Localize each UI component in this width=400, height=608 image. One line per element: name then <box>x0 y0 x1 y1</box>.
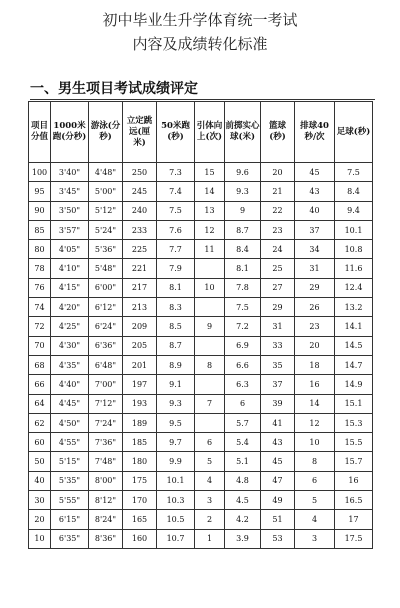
cell-basketball: 51 <box>261 510 295 529</box>
cell-pull-up: 3 <box>195 491 225 510</box>
cell-long-jump: 245 <box>123 182 157 201</box>
table-row <box>29 163 373 182</box>
cell-50m: 8.7 <box>157 336 195 355</box>
cell-football: 16.5 <box>335 491 373 510</box>
cell-50m: 7.4 <box>157 182 195 201</box>
cell-long-jump: 175 <box>123 471 157 490</box>
cell-pull-up: 4 <box>195 471 225 490</box>
cell-long-jump: 240 <box>123 201 157 220</box>
cell-1000m: 4'55" <box>51 433 89 452</box>
header-pull-up: 引体向上(次) <box>195 102 225 163</box>
cell-medicine-ball: 5.1 <box>225 452 261 471</box>
cell-football: 14.9 <box>335 375 373 394</box>
cell-basketball: 39 <box>261 394 295 413</box>
cell-1000m: 4'40" <box>51 375 89 394</box>
cell-50m: 10.7 <box>157 529 195 548</box>
cell-football: 15.3 <box>335 413 373 432</box>
cell-swim: 6'12" <box>89 298 123 317</box>
cell-football: 14.5 <box>335 336 373 355</box>
cell-long-jump: 221 <box>123 259 157 278</box>
cell-50m: 9.3 <box>157 394 195 413</box>
cell-volleyball: 29 <box>295 278 335 297</box>
score-table <box>28 101 373 549</box>
cell-volleyball: 31 <box>295 259 335 278</box>
cell-long-jump: 205 <box>123 336 157 355</box>
cell-1000m: 4'25" <box>51 317 89 336</box>
cell-swim: 6'24" <box>89 317 123 336</box>
cell-basketball: 43 <box>261 433 295 452</box>
cell-volleyball: 20 <box>295 336 335 355</box>
table-row <box>29 317 373 336</box>
cell-50m: 8.9 <box>157 355 195 374</box>
cell-swim: 5'24" <box>89 220 123 239</box>
cell-swim: 6'00" <box>89 278 123 297</box>
table-row <box>29 240 373 259</box>
cell-50m: 10.3 <box>157 491 195 510</box>
cell-pull-up: 5 <box>195 452 225 471</box>
cell-volleyball: 10 <box>295 433 335 452</box>
header-50m: 50米跑(秒) <box>157 102 195 163</box>
cell-medicine-ball: 5.7 <box>225 413 261 432</box>
table-row <box>29 375 373 394</box>
cell-medicine-ball: 9.3 <box>225 182 261 201</box>
cell-football: 14.7 <box>335 355 373 374</box>
cell-1000m: 4'35" <box>51 355 89 374</box>
cell-long-jump: 160 <box>123 529 157 548</box>
cell-1000m: 3'57" <box>51 220 89 239</box>
header-item-score: 项目分值 <box>29 102 51 163</box>
cell-long-jump: 189 <box>123 413 157 432</box>
table-row <box>29 413 373 432</box>
header-basketball: 篮球(秒) <box>261 102 295 163</box>
cell-swim: 8'24" <box>89 510 123 529</box>
cell-volleyball: 23 <box>295 317 335 336</box>
cell-score: 64 <box>29 394 51 413</box>
cell-basketball: 21 <box>261 182 295 201</box>
cell-basketball: 37 <box>261 375 295 394</box>
cell-50m: 10.5 <box>157 510 195 529</box>
cell-medicine-ball: 7.2 <box>225 317 261 336</box>
cell-medicine-ball: 7.5 <box>225 298 261 317</box>
cell-basketball: 25 <box>261 259 295 278</box>
cell-football: 16 <box>335 471 373 490</box>
cell-basketball: 24 <box>261 240 295 259</box>
cell-medicine-ball: 6.3 <box>225 375 261 394</box>
table-row <box>29 355 373 374</box>
cell-pull-up: 12 <box>195 220 225 239</box>
header-medicine-ball: 前掷实心球(米) <box>225 102 261 163</box>
cell-pull-up: 10 <box>195 278 225 297</box>
cell-volleyball: 5 <box>295 491 335 510</box>
cell-50m: 7.5 <box>157 201 195 220</box>
cell-basketball: 27 <box>261 278 295 297</box>
cell-swim: 5'36" <box>89 240 123 259</box>
cell-pull-up: 6 <box>195 433 225 452</box>
cell-pull-up <box>195 298 225 317</box>
cell-50m: 7.9 <box>157 259 195 278</box>
cell-1000m: 4'10" <box>51 259 89 278</box>
cell-medicine-ball: 4.2 <box>225 510 261 529</box>
cell-volleyball: 40 <box>295 201 335 220</box>
cell-long-jump: 197 <box>123 375 157 394</box>
cell-basketball: 49 <box>261 491 295 510</box>
cell-basketball: 53 <box>261 529 295 548</box>
cell-1000m: 6'15" <box>51 510 89 529</box>
cell-score: 20 <box>29 510 51 529</box>
cell-score: 66 <box>29 375 51 394</box>
cell-volleyball: 16 <box>295 375 335 394</box>
cell-long-jump: 170 <box>123 491 157 510</box>
cell-score: 70 <box>29 336 51 355</box>
cell-basketball: 29 <box>261 298 295 317</box>
cell-pull-up: 15 <box>195 163 225 182</box>
cell-football: 7.5 <box>335 163 373 182</box>
cell-medicine-ball: 6 <box>225 394 261 413</box>
cell-long-jump: 209 <box>123 317 157 336</box>
cell-50m: 8.3 <box>157 298 195 317</box>
cell-swim: 7'48" <box>89 452 123 471</box>
cell-football: 15.5 <box>335 433 373 452</box>
table-row <box>29 278 373 297</box>
table-row <box>29 259 373 278</box>
cell-medicine-ball: 8.4 <box>225 240 261 259</box>
cell-pull-up: 9 <box>195 317 225 336</box>
table-row <box>29 433 373 452</box>
cell-score: 68 <box>29 355 51 374</box>
cell-pull-up <box>195 336 225 355</box>
cell-swim: 7'00" <box>89 375 123 394</box>
cell-1000m: 6'35" <box>51 529 89 548</box>
document-subtitle: 内容及成绩转化标准 <box>132 35 268 53</box>
cell-swim: 5'00" <box>89 182 123 201</box>
cell-volleyball: 12 <box>295 413 335 432</box>
table-row <box>29 471 373 490</box>
cell-50m: 7.3 <box>157 163 195 182</box>
cell-1000m: 5'15" <box>51 452 89 471</box>
header-1000m: 1000米跑(分秒) <box>51 102 89 163</box>
cell-football: 15.1 <box>335 394 373 413</box>
cell-medicine-ball: 8.1 <box>225 259 261 278</box>
table-row <box>29 298 373 317</box>
cell-volleyball: 43 <box>295 182 335 201</box>
table-row <box>29 510 373 529</box>
cell-football: 13.2 <box>335 298 373 317</box>
cell-score: 85 <box>29 220 51 239</box>
cell-50m: 9.5 <box>157 413 195 432</box>
table-row <box>29 336 373 355</box>
cell-swim: 7'12" <box>89 394 123 413</box>
cell-score: 76 <box>29 278 51 297</box>
cell-medicine-ball: 5.4 <box>225 433 261 452</box>
cell-medicine-ball: 4.5 <box>225 491 261 510</box>
cell-50m: 9.9 <box>157 452 195 471</box>
cell-basketball: 23 <box>261 220 295 239</box>
cell-pull-up <box>195 413 225 432</box>
table-row <box>29 529 373 548</box>
cell-volleyball: 3 <box>295 529 335 548</box>
cell-medicine-ball: 4.8 <box>225 471 261 490</box>
cell-score: 74 <box>29 298 51 317</box>
table-row <box>29 452 373 471</box>
cell-medicine-ball: 7.8 <box>225 278 261 297</box>
cell-long-jump: 233 <box>123 220 157 239</box>
cell-1000m: 4'15" <box>51 278 89 297</box>
cell-50m: 8.5 <box>157 317 195 336</box>
cell-1000m: 4'30" <box>51 336 89 355</box>
cell-volleyball: 45 <box>295 163 335 182</box>
cell-football: 10.1 <box>335 220 373 239</box>
cell-basketball: 45 <box>261 452 295 471</box>
cell-1000m: 5'55" <box>51 491 89 510</box>
cell-score: 30 <box>29 491 51 510</box>
cell-long-jump: 193 <box>123 394 157 413</box>
cell-long-jump: 250 <box>123 163 157 182</box>
cell-football: 9.4 <box>335 201 373 220</box>
cell-score: 90 <box>29 201 51 220</box>
header-long-jump: 立定跳远(厘米) <box>123 102 157 163</box>
cell-50m: 8.1 <box>157 278 195 297</box>
document-title: 初中毕业生升学体育统一考试 <box>102 11 298 29</box>
cell-football: 17.5 <box>335 529 373 548</box>
header-volleyball: 排球40秒/次 <box>295 102 335 163</box>
cell-swim: 6'36" <box>89 336 123 355</box>
cell-medicine-ball: 8.7 <box>225 220 261 239</box>
cell-basketball: 35 <box>261 355 295 374</box>
cell-score: 100 <box>29 163 51 182</box>
cell-score: 10 <box>29 529 51 548</box>
cell-volleyball: 8 <box>295 452 335 471</box>
cell-50m: 9.1 <box>157 375 195 394</box>
cell-1000m: 3'50" <box>51 201 89 220</box>
cell-basketball: 47 <box>261 471 295 490</box>
cell-football: 15.7 <box>335 452 373 471</box>
cell-long-jump: 225 <box>123 240 157 259</box>
cell-volleyball: 34 <box>295 240 335 259</box>
cell-volleyball: 18 <box>295 355 335 374</box>
cell-50m: 7.6 <box>157 220 195 239</box>
cell-volleyball: 26 <box>295 298 335 317</box>
cell-medicine-ball: 3.9 <box>225 529 261 548</box>
cell-football: 14.1 <box>335 317 373 336</box>
cell-football: 11.6 <box>335 259 373 278</box>
cell-pull-up <box>195 259 225 278</box>
cell-basketball: 20 <box>261 163 295 182</box>
cell-pull-up: 1 <box>195 529 225 548</box>
cell-basketball: 31 <box>261 317 295 336</box>
cell-score: 40 <box>29 471 51 490</box>
table-row <box>29 182 373 201</box>
cell-volleyball: 6 <box>295 471 335 490</box>
cell-volleyball: 14 <box>295 394 335 413</box>
table-body <box>29 163 373 549</box>
table-header-row <box>29 102 373 163</box>
cell-long-jump: 185 <box>123 433 157 452</box>
cell-football: 8.4 <box>335 182 373 201</box>
cell-pull-up: 11 <box>195 240 225 259</box>
cell-score: 95 <box>29 182 51 201</box>
cell-50m: 7.7 <box>157 240 195 259</box>
cell-pull-up: 8 <box>195 355 225 374</box>
cell-1000m: 3'40" <box>51 163 89 182</box>
cell-score: 80 <box>29 240 51 259</box>
cell-pull-up <box>195 375 225 394</box>
cell-1000m: 4'45" <box>51 394 89 413</box>
cell-swim: 7'24" <box>89 413 123 432</box>
cell-medicine-ball: 9 <box>225 201 261 220</box>
table-row <box>29 220 373 239</box>
cell-swim: 6'48" <box>89 355 123 374</box>
cell-long-jump: 165 <box>123 510 157 529</box>
table-row <box>29 201 373 220</box>
cell-long-jump: 201 <box>123 355 157 374</box>
cell-pull-up: 2 <box>195 510 225 529</box>
cell-basketball: 41 <box>261 413 295 432</box>
cell-long-jump: 180 <box>123 452 157 471</box>
cell-score: 78 <box>29 259 51 278</box>
cell-1000m: 3'45" <box>51 182 89 201</box>
cell-pull-up: 7 <box>195 394 225 413</box>
cell-long-jump: 217 <box>123 278 157 297</box>
cell-volleyball: 37 <box>295 220 335 239</box>
table-row <box>29 394 373 413</box>
cell-50m: 10.1 <box>157 471 195 490</box>
cell-swim: 5'48" <box>89 259 123 278</box>
cell-football: 12.4 <box>335 278 373 297</box>
section-divider <box>30 99 375 100</box>
cell-swim: 7'36" <box>89 433 123 452</box>
cell-swim: 5'12" <box>89 201 123 220</box>
cell-score: 60 <box>29 433 51 452</box>
cell-score: 72 <box>29 317 51 336</box>
cell-medicine-ball: 6.9 <box>225 336 261 355</box>
cell-medicine-ball: 9.6 <box>225 163 261 182</box>
cell-football: 17 <box>335 510 373 529</box>
table-row <box>29 491 373 510</box>
cell-football: 10.8 <box>335 240 373 259</box>
cell-1000m: 5'35" <box>51 471 89 490</box>
cell-swim: 4'48" <box>89 163 123 182</box>
cell-swim: 8'36" <box>89 529 123 548</box>
cell-1000m: 4'05" <box>51 240 89 259</box>
cell-50m: 9.7 <box>157 433 195 452</box>
section-heading: 一、男生项目考试成绩评定 <box>30 81 198 97</box>
cell-medicine-ball: 6.6 <box>225 355 261 374</box>
header-swim: 游泳(分秒) <box>89 102 123 163</box>
cell-pull-up: 13 <box>195 201 225 220</box>
cell-pull-up: 14 <box>195 182 225 201</box>
cell-long-jump: 213 <box>123 298 157 317</box>
cell-basketball: 22 <box>261 201 295 220</box>
cell-1000m: 4'50" <box>51 413 89 432</box>
cell-volleyball: 4 <box>295 510 335 529</box>
cell-score: 50 <box>29 452 51 471</box>
header-football: 足球(秒) <box>335 102 373 163</box>
cell-1000m: 4'20" <box>51 298 89 317</box>
cell-swim: 8'12" <box>89 491 123 510</box>
cell-swim: 8'00" <box>89 471 123 490</box>
cell-score: 62 <box>29 413 51 432</box>
cell-basketball: 33 <box>261 336 295 355</box>
